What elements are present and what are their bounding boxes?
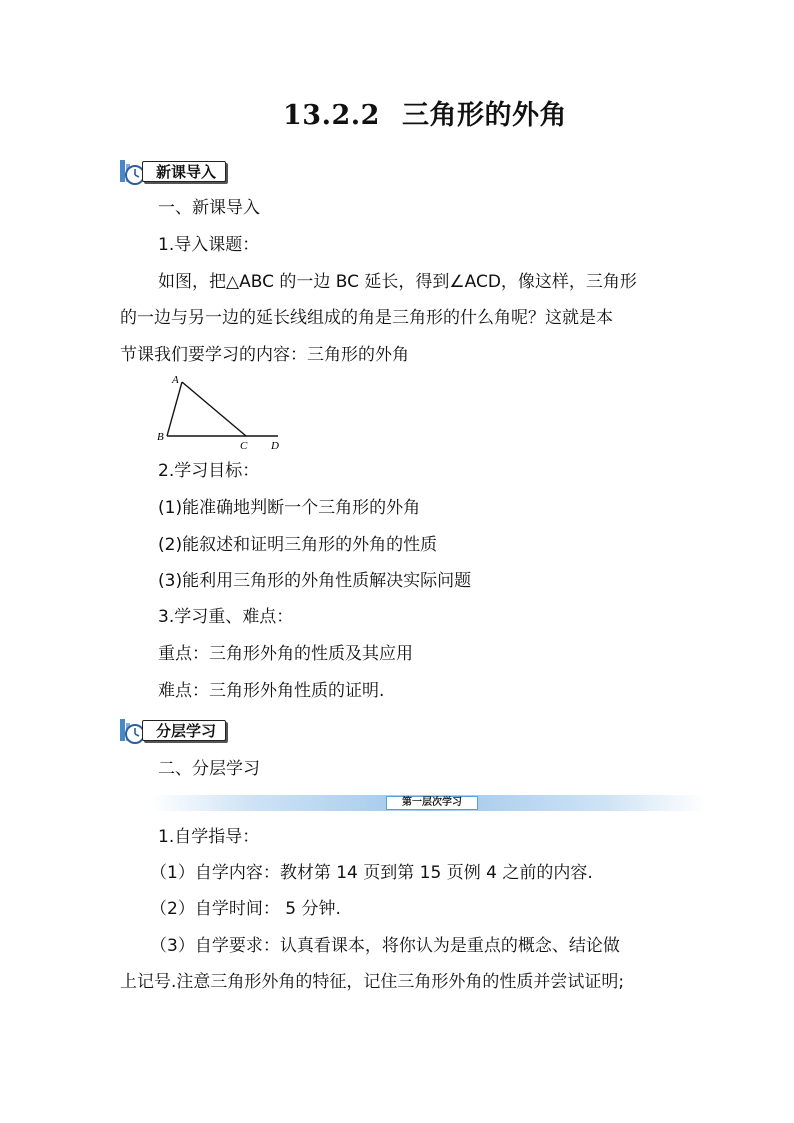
self-study-heading: 1.自学指导： <box>158 827 260 847</box>
self-study-1: （1）自学内容：教材第 14 页到第 15 页例 4 之前的内容. <box>150 863 593 883</box>
label-d: D <box>271 440 279 452</box>
intro-heading: 一、新课导入 <box>158 198 260 218</box>
self-study-3a: （3）自学要求：认真看课本，将你认为是重点的概念、结论做 <box>150 936 620 956</box>
side-ac <box>182 382 246 436</box>
level-banner-label: 第一层次学习 <box>386 796 478 810</box>
goal-2: (2)能叙述和证明三角形的外角的性质 <box>158 535 438 555</box>
difficult-point: 难点：三角形外角性质的证明. <box>158 681 385 701</box>
layered-heading: 二、分层学习 <box>158 759 260 779</box>
label-b: B <box>157 431 164 443</box>
section-number: 13.2.2 <box>283 100 380 131</box>
intro-paragraph-line-1: 如图，把△ABC 的一边 BC 延长，得到∠ACD，像这样，三角形 <box>158 272 637 292</box>
level-banner <box>150 795 706 811</box>
goal-3: (3)能利用三角形的外角性质解决实际问题 <box>158 571 472 591</box>
label-c: C <box>240 440 248 452</box>
intro-paragraph-line-2: 的一边与另一边的延长线组成的角是三角形的什么角呢？这就是本 <box>120 308 613 328</box>
label-a: A <box>172 374 179 386</box>
intro-badge <box>118 158 230 186</box>
side-ab <box>167 382 182 436</box>
goals-heading: 2.学习目标： <box>158 461 260 481</box>
layered-badge-label: 分层学习 <box>142 720 226 741</box>
key-heading: 3.学习重、难点： <box>158 607 294 627</box>
layered-badge <box>118 717 230 745</box>
goal-1: (1)能准确地判断一个三角形的外角 <box>158 498 421 518</box>
section-title: 三角形的外角 <box>401 100 567 131</box>
intro-paragraph-line-3: 节课我们要学习的内容：三角形的外角 <box>120 345 409 365</box>
intro-badge-label: 新课导入 <box>142 161 226 182</box>
self-study-2: （2）自学时间： 5 分钟. <box>150 899 341 919</box>
page-title <box>0 98 794 134</box>
intro-topic: 1.导入课题： <box>158 235 260 255</box>
key-point: 重点：三角形外角的性质及其应用 <box>158 644 413 664</box>
triangle-figure <box>150 370 290 452</box>
self-study-3b: 上记号.注意三角形外角的特征，记住三角形外角的性质并尝试证明; <box>120 972 625 992</box>
